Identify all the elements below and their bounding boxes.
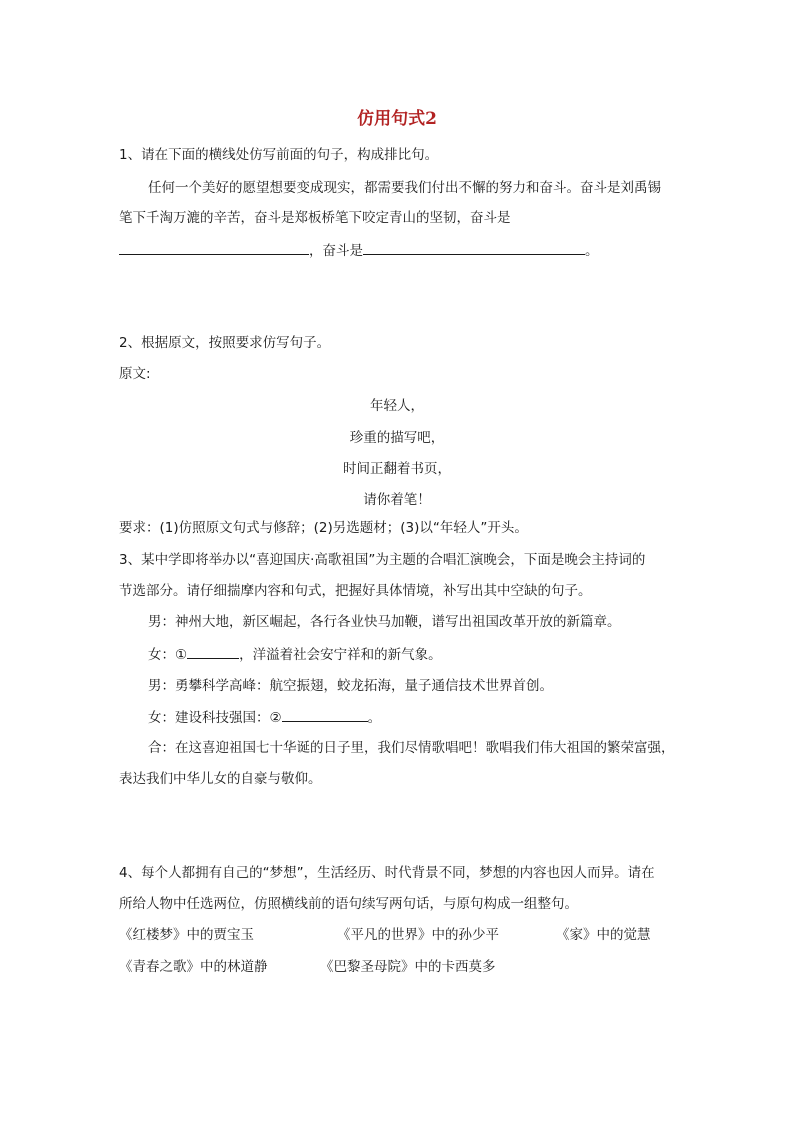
q3-male-line1: 男：神州大地，新区崛起，各行各业快马加鞭，谱写出祖国改革开放的新篇章。 [148,614,621,630]
q3-prompt-line1: 3、某中学即将举办以“喜迎国庆·高歌祖国”为主题的合唱汇演晚会，下面是晚会主持词的 [119,552,646,568]
q1-end-text: 。 [585,243,599,259]
q1-blank-line [119,240,599,261]
q2-poem-line: 年轻人， [370,398,424,414]
q3-female1-prefix: 女：① [148,647,188,663]
q2-poem-line: 请你着笔！ [363,492,431,508]
q4-book-item: 《家》中的觉慧 [556,927,651,943]
q1-blank-2[interactable] [363,240,585,255]
q3-female-line1 [148,644,442,665]
q4-book-item: 《巴黎圣母院》中的卡西莫多 [320,959,496,975]
q4-book-item: 《平凡的世界》中的孙少平 [337,927,499,943]
q2-requirement: 要求：(1)仿照原文句式与修辞；(2)另选题材；(3)以“年轻人”开头。 [119,520,528,536]
q4-prompt-line1: 4、每个人都拥有自己的“梦想”，生活经历、时代背景不同，梦想的内容也因人而异。请在 [119,865,655,881]
q2-poem-line: 时间正翻着书页， [343,461,451,477]
q1-text-line2: 笔下千淘万漉的辛苦，奋斗是郑板桥笔下咬定青山的坚韧，奋斗是 [119,210,511,226]
q3-male-line2: 男：勇攀科学高峰：航空振翅，蛟龙拓海，量子通信技术世界首创。 [148,678,553,694]
q1-text-line1: 任何一个美好的愿望想要变成现实，都需要我们付出不懈的努力和奋斗。奋斗是刘禹锡 [148,180,661,196]
q4-prompt-line2: 所给人物中任选两位，仿照横线前的语句续写两句话，与原句构成一组整句。 [119,896,578,912]
q2-prompt: 2、根据原文，按照要求仿写句子。 [119,335,331,351]
q1-mid-text: ，奋斗是 [309,243,363,259]
q4-book-item: 《红楼梦》中的贾宝玉 [119,927,254,943]
q2-poem-line: 珍重的描写吧， [349,430,445,446]
q3-female2-prefix: 女：建设科技强国：② [148,710,282,726]
q2-original-label: 原文: [119,366,151,382]
q3-female2-suffix: 。 [367,710,382,726]
q3-female-line2 [148,707,381,728]
page-title: 仿用句式2 [357,109,437,129]
q1-prompt: 1、请在下面的横线处仿写前面的句子，构成排比句。 [119,147,439,163]
q3-chorus-line2: 表达我们中华儿女的自豪与敬仰。 [119,771,322,787]
q3-blank-2[interactable] [282,707,368,722]
q3-chorus-line1: 合：在这喜迎祖国七十华诞的日子里，我们尽情歌唱吧！歌唱我们伟大祖国的繁荣富强， [148,740,675,756]
q3-blank-1[interactable] [187,644,239,659]
q3-female1-suffix: ，洋溢着社会安宁祥和的新气象。 [239,647,442,663]
q1-blank-1[interactable] [119,240,309,255]
q3-prompt-line2: 节选部分。请仔细揣摩内容和句式，把握好具体情境，补写出其中空缺的句子。 [119,583,592,599]
q4-book-item: 《青春之歌》中的林道静 [119,959,268,975]
